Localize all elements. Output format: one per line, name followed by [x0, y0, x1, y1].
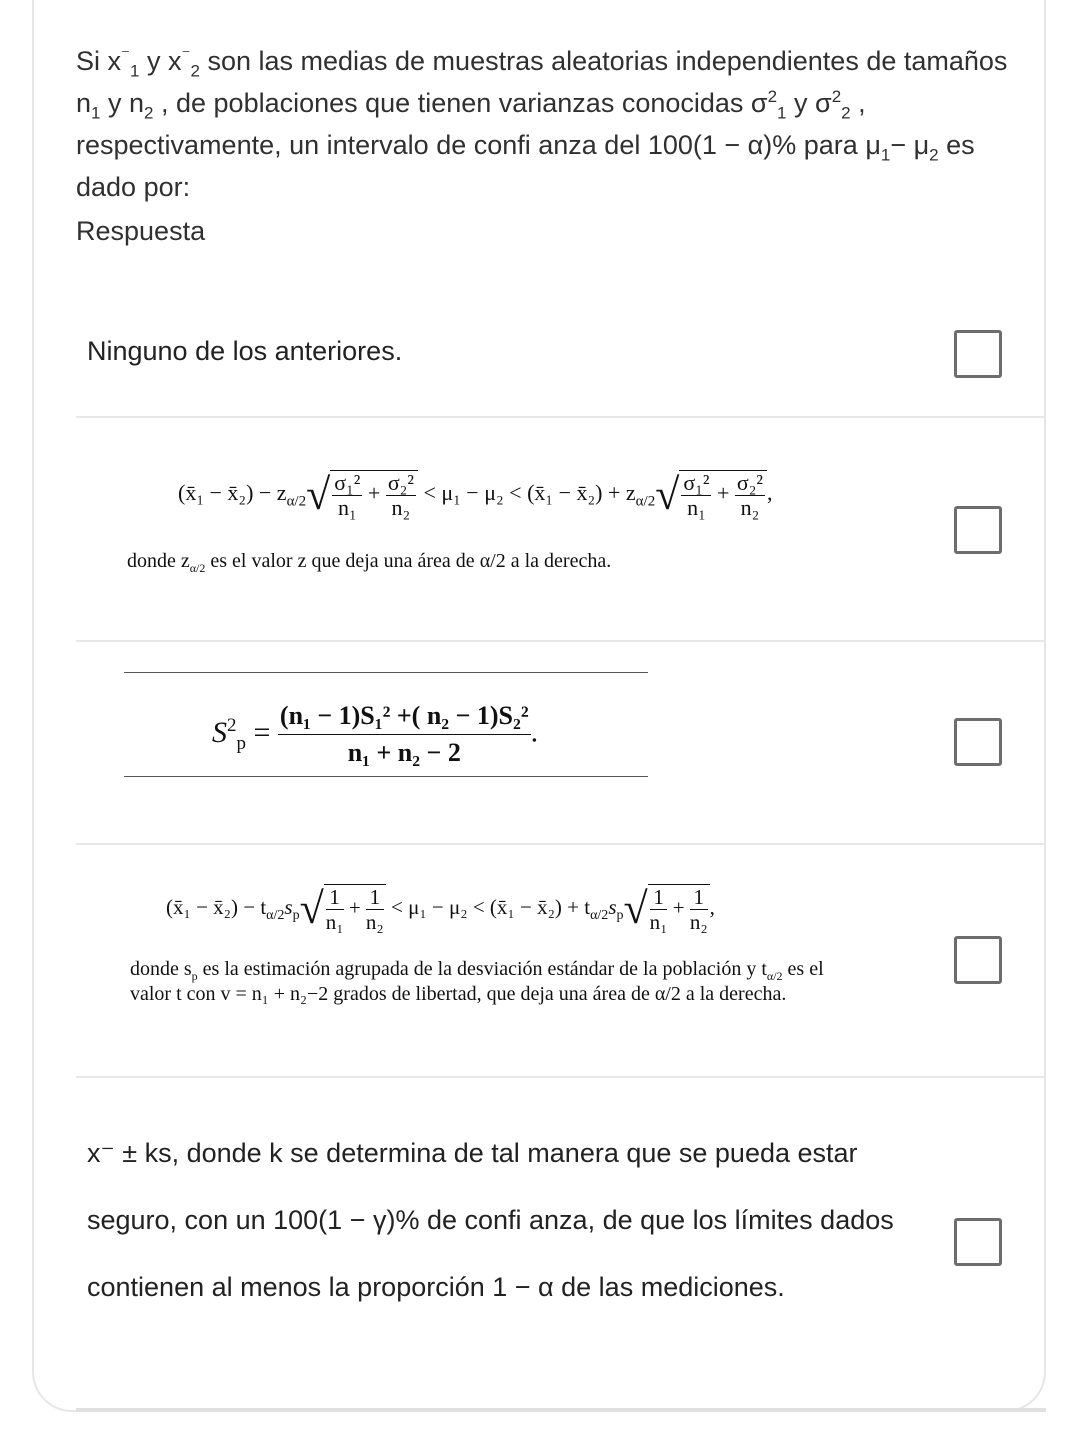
option-2-checkbox[interactable] [954, 506, 1002, 554]
option-4-note-line-2: valor t con v = n₁ + n₂−2 grados de libertad, que deja una área de α/2 a la derecha. [130, 983, 787, 1005]
option-1-checkbox[interactable] [954, 330, 1002, 378]
option-4-note-line-1: donde $s_p$ es la estimación agrupada de la desviación estándar de la población y $t_{\alpha/2}$ es el [130, 958, 824, 983]
option-2-formula: (x̄₁ − x̄₂) − $z_{\alpha/2}√$ $\frac{\text{σ₁²}}{\text{n₁}}$ + $\frac{\text{σ₂²}}{\text{n₂}}$ < μ₁ − μ₂ < (x̄₁ − x̄₂) + $z_{\alpha/2}√$ $\frac{\text{σ₁²}}{\text{n₁}}$ + $\frac{\text{σ₂²}}{\text{n₂}}$ , [178, 470, 773, 520]
option-2-note: donde $z_{\alpha/2}$ es el valor z que deja una área de α/2 a la derecha. [127, 550, 612, 575]
divider [76, 416, 1046, 418]
divider [76, 1076, 1046, 1078]
option-4-formula: (x̄₁ − x̄₂) − $t_{\alpha/2}s_p√$ $\frac{1}{\text{n₁}}$ + $\frac{1}{\text{n₂}}$ < μ₁ − μ₂ < (x̄₁ − x̄₂) + $t_{\alpha/2}s_p√$ $\frac{1}{\text{n₁}}$ + $\frac{1}{\text{n₂}}$ , [166, 884, 715, 934]
option-5-checkbox[interactable] [954, 1218, 1002, 1266]
option-4-checkbox[interactable] [954, 936, 1002, 984]
divider [76, 843, 1046, 845]
formula-rule-top [124, 672, 648, 673]
option-1-text: Ninguno de los anteriores. [87, 336, 403, 366]
option-3-checkbox[interactable] [954, 718, 1002, 766]
answer-label: Respuesta [76, 216, 206, 246]
formula-rule-bottom [124, 776, 648, 777]
bottom-divider [76, 1408, 1046, 1412]
divider [76, 640, 1046, 642]
option-5-text: x⁻ ± ks, donde k se determina de tal manera que se pueda estar seguro, con un 100(1 − γ)% de confi anza, de que los límites dados contienen al menos la proporción 1 − α de las mediciones. [87, 1138, 894, 1302]
question-text: Si $x^{^-}_1$ y $x^{^-}_2$ son las medias de muestras aleatorias independientes de tamaños $n_1$ y $n_2$ , de poblaciones que tienen varianzas conocidas $\sigma^2_1$ y $\sigma^2_2$ , respectivamente, un intervalo de confi anza del 100(1 − α)% para $\mu_1- \mu_2$ es dado por: [76, 45, 1008, 202]
option-3-formula: $S^2_p$ = $\frac{\text{(n₁ − 1)S₁² +( n₂ − 1)S₂²}}{\text{n₁ + n₂ − 2}}$ . [212, 698, 538, 771]
